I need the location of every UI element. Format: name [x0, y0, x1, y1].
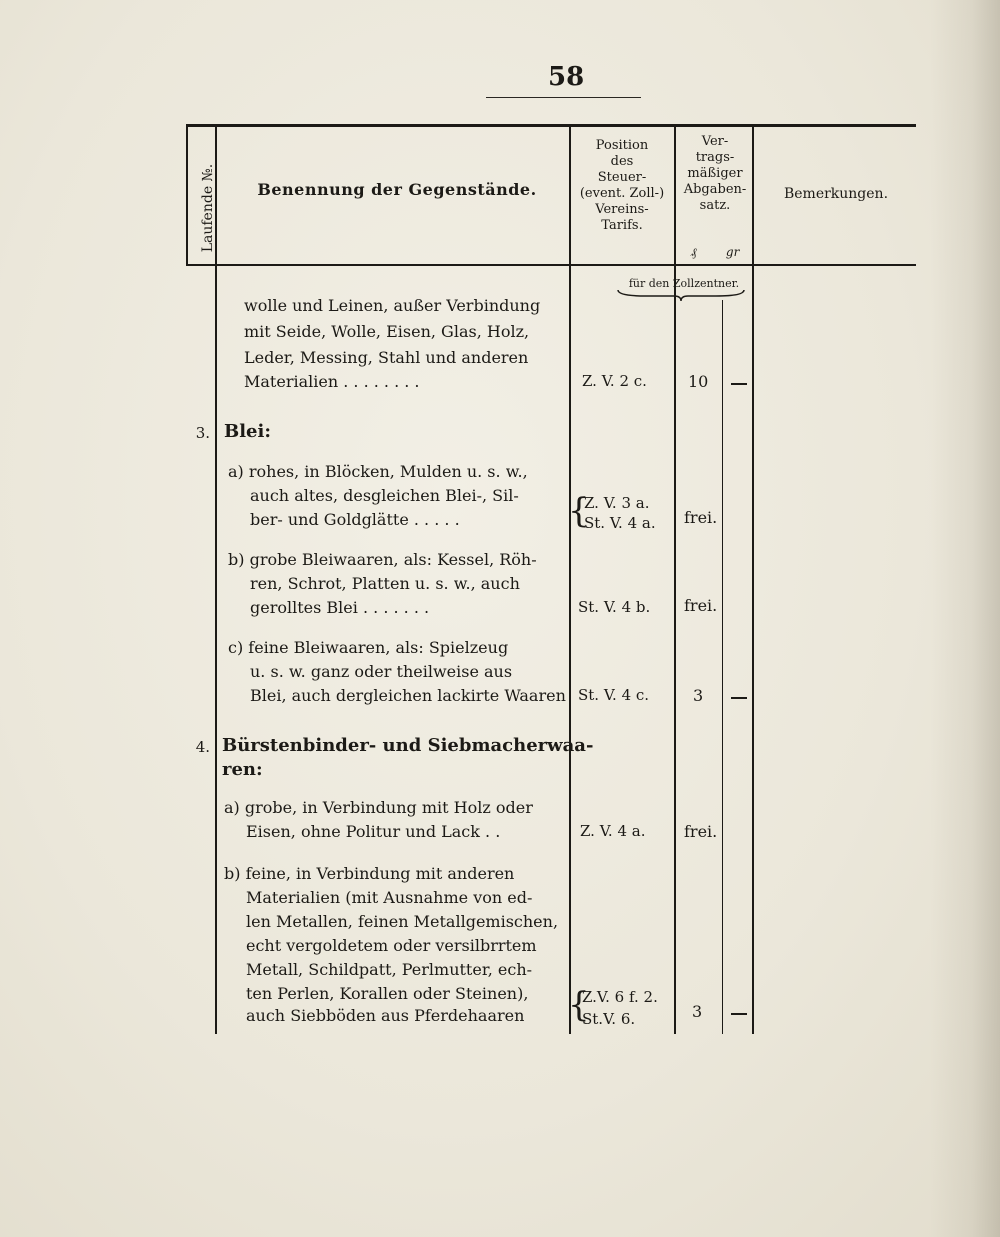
cont-rate-dash [731, 383, 747, 385]
unit-groschen: gr [725, 245, 740, 259]
buerst-b-line: len Metallen, feinen Metallgemischen, [246, 912, 559, 931]
page-number-rule [486, 97, 641, 98]
blei-b-position: St. V. 4 b. [578, 598, 651, 616]
blei-c-line: Blei, auch dergleichen lackirte Waaren [250, 686, 566, 705]
blei-c-rate: 3 [693, 686, 704, 705]
header-bottom-rule [186, 264, 916, 266]
header-position-line: Vereins- [595, 202, 649, 217]
header-position-line: Steuer- [597, 170, 647, 185]
header-rate-line: Ver- [701, 134, 729, 149]
page-number: 58 [548, 62, 585, 92]
col-rule-rate-inner [722, 300, 723, 1034]
cont-line: mit Seide, Wolle, Eisen, Glas, Holz, [244, 322, 530, 341]
blei-a-position: St. V. 4 a. [584, 514, 656, 532]
cont-line: wolle und Leinen, außer Verbindung [244, 296, 541, 315]
buerst-a-position: Z. V. 4 a. [580, 822, 646, 840]
buerst-b-line: echt vergoldetem oder versilbrrtem [246, 936, 537, 955]
buerst-b-line: ten Perlen, Korallen oder Steinen), [246, 984, 529, 1003]
buerst-b-line: auch Siebböden aus Pferdehaaren [246, 1006, 525, 1025]
header-rate-line: Abgaben- [683, 182, 747, 197]
header-rate-line: trags- [695, 150, 735, 165]
header-position-line: Tarifs. [601, 218, 643, 233]
header-rate-line: mäßiger [687, 166, 743, 181]
blei-c-line: u. s. w. ganz oder theilweise aus [250, 662, 513, 681]
header-position-line: des [610, 154, 634, 169]
blei-a-line: ber- und Goldglätte . . . . . [250, 510, 460, 529]
blei-b-line: ren, Schrot, Platten u. s. w., auch [250, 574, 520, 593]
table-top-rule [186, 124, 916, 127]
cont-line: Leder, Messing, Stahl und anderen [244, 348, 529, 367]
buerst-b-rate: 3 [692, 1002, 703, 1021]
col-rule-rate [674, 124, 676, 1034]
item-number-4: 4. [195, 738, 210, 756]
blei-c-position: St. V. 4 c. [578, 686, 650, 704]
buerst-b-brace: { [568, 985, 590, 1025]
col-rule-pos [569, 124, 571, 1034]
blei-b-line: b) grobe Bleiwaaren, als: Kessel, Röh- [228, 550, 537, 569]
cont-position: Z. V. 2 c. [582, 372, 647, 390]
blei-a-line: a) rohes, in Blöcken, Mulden u. s. w., [228, 462, 528, 481]
cont-line: Materialien . . . . . . . . [244, 372, 420, 391]
blei-a-brace: { [568, 491, 590, 531]
item-title-blei: Blei: [224, 421, 271, 442]
header-position [572, 138, 672, 234]
blei-b-rate: frei. [684, 596, 718, 615]
blei-b-line: gerolltes Blei . . . . . . . [250, 598, 430, 617]
buerst-a-line: Eisen, ohne Politur und Lack . . [246, 822, 501, 841]
item-title-buersten: ren: [222, 759, 263, 780]
blei-c-rate-dash [731, 697, 747, 699]
blei-c-line: c) feine Bleiwaaren, als: Spielzeug [228, 638, 509, 657]
header-name: Benennung der Gegenstände. [257, 180, 537, 199]
header-rate-units [676, 244, 754, 260]
header-position-line: Position [595, 138, 649, 153]
units-note: für den Zollzentner. [628, 277, 740, 290]
item-number-3: 3. [195, 424, 210, 442]
header-position-line: (event. Zoll-) [579, 186, 665, 201]
item-title-buersten: Bürstenbinder- und Siebmacherwaa- [222, 735, 594, 756]
blei-a-line: auch altes, desgleichen Blei-, Sil- [250, 486, 519, 505]
buerst-a-line: a) grobe, in Verbindung mit Holz oder [224, 798, 533, 817]
buerst-b-position: St.V. 6. [582, 1010, 636, 1028]
blei-a-position: Z. V. 3 a. [584, 494, 650, 512]
buerst-b-rate-dash [731, 1013, 747, 1015]
buerst-a-rate: frei. [684, 822, 718, 841]
buerst-b-line: b) feine, in Verbindung mit anderen [224, 864, 515, 883]
page-edge-shadow [930, 0, 1000, 1237]
header-remarks: Bemerkungen. [783, 186, 889, 202]
buerst-b-position: Z.V. 6 f. 2. [582, 988, 658, 1006]
blei-a-rate: frei. [684, 508, 718, 527]
col-rule-lfd [186, 124, 188, 266]
units-brace [616, 288, 746, 302]
header-rate-line: satz. [699, 198, 731, 213]
header-lfd-nr: Laufende №. [200, 163, 216, 253]
buerst-b-line: Materialien (mit Ausnahme von ed- [246, 888, 533, 907]
header-rate [676, 134, 754, 214]
unit-pfennig: ₰ [690, 245, 697, 259]
buerst-b-line: Metall, Schildpatt, Perlmutter, ech- [246, 960, 533, 979]
cont-rate: 10 [688, 372, 709, 391]
col-rule-remarks [752, 124, 754, 1034]
